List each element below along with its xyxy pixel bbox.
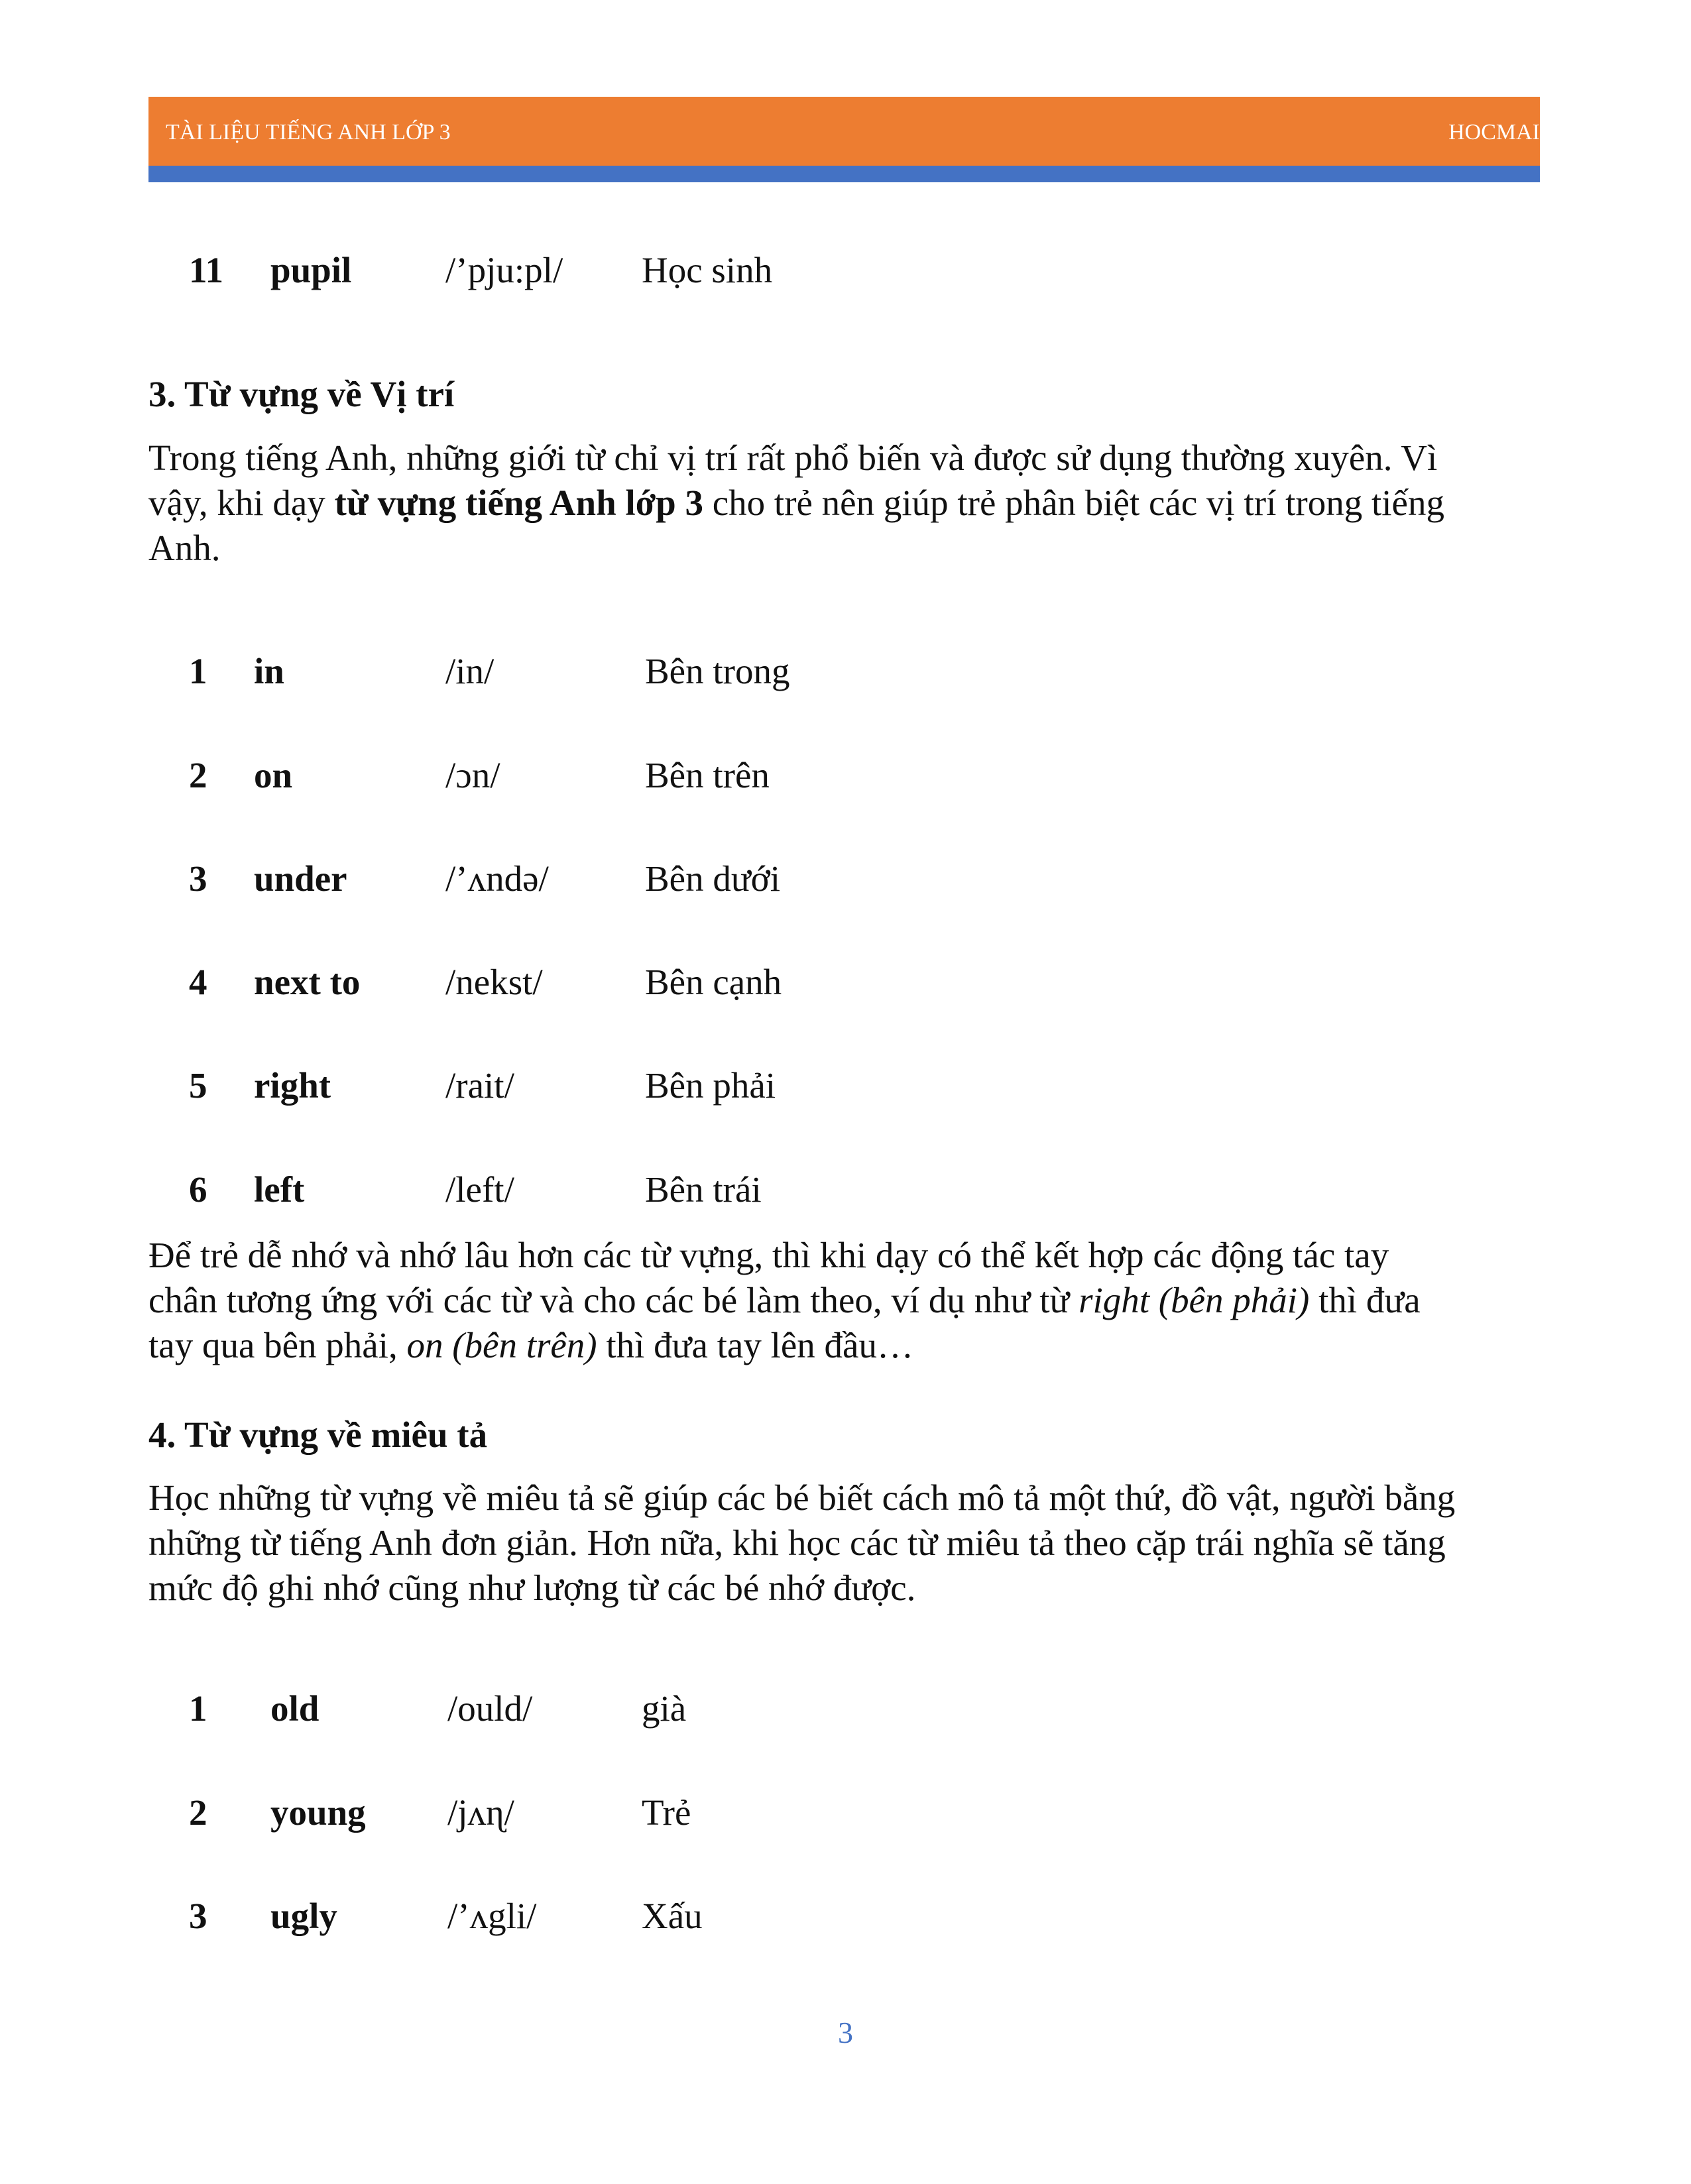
section-4-title: 4. Từ vựng về miêu tả — [148, 1414, 488, 1455]
text-run: vậy, khi dạy — [148, 483, 335, 523]
vocab-meaning: Bên trái — [645, 1169, 762, 1210]
vocab-ipa: /in/ — [445, 651, 495, 691]
vocab-row — [0, 1786, 1326, 1839]
paragraph-line: Học những từ vựng về miêu tả sẽ giúp các bé biết cách mô tả một thứ, đồ vật, người bằng — [148, 1477, 1456, 1518]
vocab-row — [0, 852, 1326, 905]
vocab-meaning: Bên phải — [645, 1065, 776, 1106]
section-4-intro — [148, 1475, 1547, 1611]
paragraph-line: những từ tiếng Anh đơn giản. Hơn nữa, khi học các từ miêu tả theo cặp trái nghĩa sẽ tăng — [148, 1523, 1446, 1563]
vocab-ipa: /ɔn/ — [445, 755, 500, 795]
text-run: cho trẻ nên giúp trẻ phân biệt các vị trí trong tiếng — [703, 483, 1444, 523]
vocab-meaning: Bên trong — [645, 651, 790, 691]
vocab-number: 2 — [189, 755, 207, 795]
vocab-word: under — [254, 858, 347, 899]
vocab-word: in — [254, 651, 284, 691]
vocab-row — [0, 645, 1326, 698]
vocab-ipa: /ould/ — [447, 1688, 533, 1729]
page-number: 3 — [838, 2016, 853, 2049]
vocab-meaning: Xấu — [642, 1896, 703, 1936]
header-brand: HOCMAI — [1448, 120, 1540, 144]
vocab-number: 6 — [189, 1169, 207, 1210]
paragraph-line: mức độ ghi nhớ cũng như lượng từ các bé nhớ được. — [148, 1568, 916, 1608]
italic-text: on (bên trên) — [406, 1325, 597, 1365]
vocab-row — [0, 1059, 1326, 1112]
header-stripe — [148, 166, 1540, 182]
vocab-ipa: /’ʌndə/ — [445, 858, 549, 899]
section-3-tip — [148, 1233, 1547, 1368]
text-run: thì đưa — [1309, 1280, 1421, 1320]
paragraph-line — [148, 1323, 1547, 1368]
vocab-meaning: Bên dưới — [645, 858, 781, 899]
vocab-word: right — [254, 1065, 331, 1106]
vocab-number: 3 — [189, 858, 207, 899]
text-run: tay qua bên phải, — [148, 1325, 407, 1365]
vocab-word: ugly — [270, 1896, 337, 1936]
text-run: chân tương ứng với các từ và cho các bé làm theo, ví dụ như từ — [148, 1280, 1079, 1320]
vocab-ipa: /jʌɳ/ — [447, 1792, 514, 1833]
vocab-ipa: /’pju:pl/ — [445, 250, 563, 290]
vocab-meaning: già — [642, 1688, 687, 1729]
italic-text: right (bên phải) — [1079, 1280, 1310, 1320]
paragraph-line: Anh. — [148, 528, 221, 568]
paragraph-line — [148, 1278, 1547, 1323]
paragraph-line: Để trẻ dễ nhớ và nhớ lâu hơn các từ vựng, thì khi dạy có thể kết hợp các động tác tay — [148, 1235, 1389, 1275]
paragraph-line — [148, 481, 1547, 526]
vocab-row — [0, 1890, 1326, 1943]
vocab-row — [0, 749, 1326, 802]
paragraph-line: Trong tiếng Anh, những giới từ chỉ vị trí rất phổ biến và được sử dụng thường xuyên. Vì — [148, 437, 1438, 478]
vocab-number: 1 — [189, 651, 207, 691]
vocab-number: 1 — [189, 1688, 207, 1729]
vocab-ipa: /’ʌgli/ — [447, 1896, 537, 1936]
header-title: TÀI LIỆU TIẾNG ANH LỚP 3 — [166, 120, 451, 144]
vocab-ipa: /nekst/ — [445, 962, 543, 1002]
vocab-row — [0, 956, 1326, 1009]
vocab-number: 11 — [189, 250, 223, 290]
vocab-row — [0, 1682, 1326, 1735]
bold-text: từ vựng tiếng Anh lớp 3 — [334, 483, 703, 523]
vocab-row — [0, 244, 1326, 297]
vocab-word: on — [254, 755, 293, 795]
vocab-number: 2 — [189, 1792, 207, 1833]
vocab-word: old — [270, 1688, 320, 1729]
vocab-row — [0, 1163, 1326, 1216]
section-3-title: 3. Từ vựng về Vị trí — [148, 374, 455, 414]
vocab-number: 4 — [189, 962, 207, 1002]
vocab-number: 3 — [189, 1896, 207, 1936]
vocab-meaning: Học sinh — [642, 250, 773, 290]
vocab-word: left — [254, 1169, 305, 1210]
vocab-word: pupil — [270, 250, 352, 290]
vocab-meaning: Bên trên — [645, 755, 770, 795]
vocab-word: young — [270, 1792, 366, 1833]
vocab-meaning: Trẻ — [642, 1792, 691, 1833]
vocab-number: 5 — [189, 1065, 207, 1106]
text-run: thì đưa tay lên đầu… — [597, 1325, 913, 1365]
vocab-ipa: /rait/ — [445, 1065, 514, 1106]
vocab-ipa: /left/ — [445, 1169, 514, 1210]
vocab-meaning: Bên cạnh — [645, 962, 782, 1002]
section-3-intro — [148, 435, 1547, 571]
vocab-word: next to — [254, 962, 361, 1002]
